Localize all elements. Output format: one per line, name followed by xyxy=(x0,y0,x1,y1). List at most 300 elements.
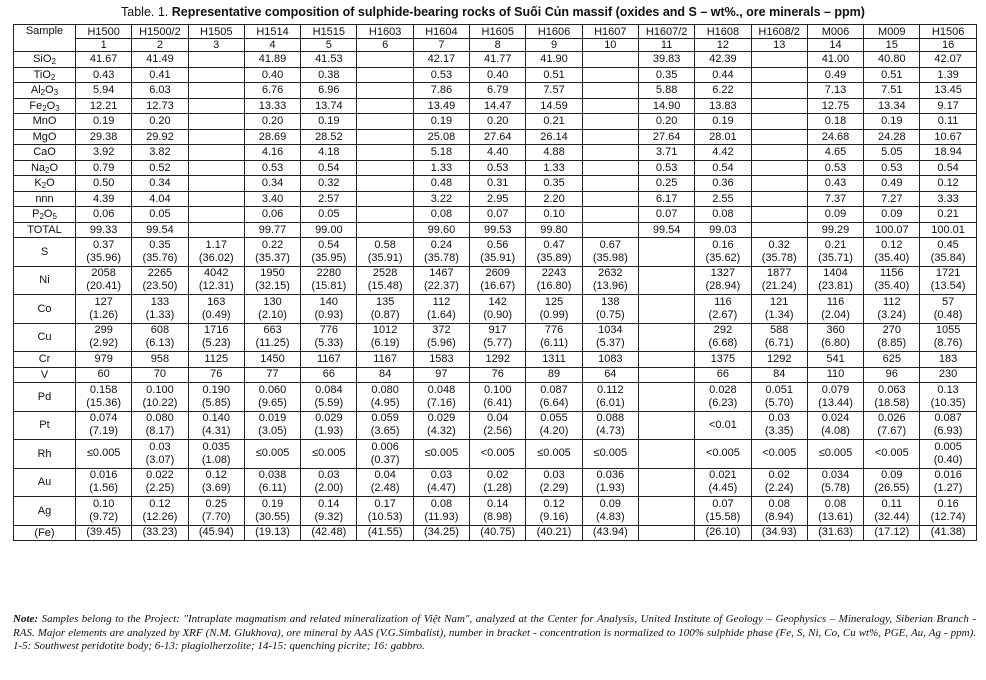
element-normalized-value: (5.23) xyxy=(201,337,231,350)
element-value: 0.021 xyxy=(709,469,737,482)
oxide-value-cell: 9.17 xyxy=(920,98,976,114)
element-value-cell xyxy=(357,383,413,412)
element-value: 0.25 xyxy=(205,497,227,510)
element-value: 0.11 xyxy=(881,497,903,510)
element-normalized-value: (35.95) xyxy=(311,251,347,264)
element-row xyxy=(14,238,977,267)
oxide-value-cell: 99.60 xyxy=(413,222,469,238)
element-normalized-value: (35.78) xyxy=(424,251,459,264)
element-value-cell xyxy=(695,323,751,352)
element-value-cell xyxy=(413,238,469,267)
element-value: 1716 xyxy=(204,324,229,337)
element-normalized-value: (28.94) xyxy=(705,280,741,293)
element-value-cell xyxy=(357,411,413,440)
oxide-value-cell: 3.82 xyxy=(132,145,188,161)
element-value-cell xyxy=(132,440,188,469)
element-value-cell xyxy=(244,468,300,497)
oxide-value-cell: 1.39 xyxy=(920,67,976,83)
element-value: 0.080 xyxy=(371,383,399,396)
element-normalized-value: (32.15) xyxy=(255,280,290,293)
oxide-value-cell: 6.79 xyxy=(470,83,526,99)
element-value-cell xyxy=(807,440,863,469)
oxide-value-cell xyxy=(188,222,244,238)
oxide-value-cell: 99.00 xyxy=(301,222,357,238)
oxide-value-cell: 0.21 xyxy=(920,207,976,223)
element-value: 2280 xyxy=(316,267,342,280)
element-value: 0.19 xyxy=(261,497,284,510)
oxide-value-cell: 0.54 xyxy=(695,160,751,176)
element-value: (39.45) xyxy=(86,526,122,539)
element-normalized-value: (2.24) xyxy=(764,482,794,495)
element-normalized-value: (36.02) xyxy=(198,251,234,264)
element-value: 0.12 xyxy=(205,469,227,482)
element-value: 663 xyxy=(263,324,282,337)
element-normalized-value: (15.36) xyxy=(86,396,122,409)
element-value-cell xyxy=(470,266,526,295)
element-value-cell xyxy=(76,411,132,440)
element-value-cell xyxy=(920,497,976,526)
sample-header-cell: Sample xyxy=(14,25,76,52)
element-value: 0.54 xyxy=(318,238,340,251)
element-value-cell xyxy=(188,440,244,469)
element-normalized-value: (35.40) xyxy=(874,251,910,264)
column-number-cell: 2 xyxy=(132,39,188,52)
element-normalized-value: (5.85) xyxy=(201,396,231,409)
element-normalized-value: (6.80) xyxy=(821,337,850,350)
element-value: (40.21) xyxy=(536,526,572,539)
oxide-value-cell xyxy=(582,129,638,145)
oxide-row xyxy=(14,114,977,130)
element-value: 0.10 xyxy=(92,497,115,510)
sample-id-cell: H1515 xyxy=(301,25,357,39)
oxide-row xyxy=(14,191,977,207)
oxide-formula-tail: O xyxy=(46,99,56,112)
oxide-value-cell xyxy=(582,160,638,176)
element-row xyxy=(14,497,977,526)
element-value-cell xyxy=(413,367,469,383)
element-value: 0.08 xyxy=(430,497,453,510)
oxide-value-cell: 0.05 xyxy=(132,207,188,223)
element-value-cell xyxy=(920,525,976,541)
element-value-cell xyxy=(301,352,357,368)
element-value-cell xyxy=(413,525,469,541)
element-value: 0.67 xyxy=(599,238,622,251)
element-value: 0.079 xyxy=(821,383,850,396)
element-value-cell xyxy=(244,440,300,469)
element-value-cell xyxy=(413,352,469,368)
element-value: ≤0.005 xyxy=(537,447,571,460)
element-normalized-value: (20.41) xyxy=(86,280,122,293)
oxide-value-cell: 7.86 xyxy=(413,83,469,99)
element-value-cell xyxy=(864,440,920,469)
element-value-cell xyxy=(638,497,694,526)
element-value: (43.94) xyxy=(592,526,628,539)
element-value: ≤0.005 xyxy=(818,447,853,460)
element-value-cell xyxy=(413,295,469,324)
oxide-value-cell xyxy=(357,129,413,145)
element-value-cell xyxy=(76,352,132,368)
element-normalized-value: (35.71) xyxy=(818,251,853,264)
oxide-value-cell: 4.40 xyxy=(470,145,526,161)
column-number-cell: 9 xyxy=(526,39,582,52)
element-normalized-value: (0.87) xyxy=(370,308,400,321)
element-value-cell xyxy=(132,525,188,541)
element-value: 110 xyxy=(826,368,845,381)
sample-id-cell: H1605 xyxy=(470,25,526,39)
oxide-value-cell: 0.09 xyxy=(864,207,920,223)
element-normalized-value: (5.37) xyxy=(595,337,625,350)
oxide-label-cell xyxy=(14,207,76,223)
element-value-cell xyxy=(526,497,582,526)
element-value: ≤0.005 xyxy=(424,447,459,460)
element-value: 0.088 xyxy=(596,412,625,425)
column-number-cell: 4 xyxy=(244,39,300,52)
element-value-cell xyxy=(357,266,413,295)
element-value-cell xyxy=(582,352,638,368)
oxide-value-cell: 0.19 xyxy=(76,114,132,130)
oxide-value-cell xyxy=(357,145,413,161)
element-value: 140 xyxy=(319,295,339,308)
element-label-cell: S xyxy=(14,238,76,267)
element-value-cell xyxy=(301,295,357,324)
oxide-value-cell: 1.33 xyxy=(526,160,582,176)
element-value: 0.07 xyxy=(712,497,734,510)
oxide-value-cell: 27.64 xyxy=(638,129,694,145)
element-value: 0.14 xyxy=(318,497,340,510)
element-value-cell xyxy=(920,352,976,368)
oxide-formula-tail: O xyxy=(46,177,55,190)
element-value: 0.09 xyxy=(599,497,622,510)
element-row xyxy=(14,352,977,368)
oxide-value-cell: 41.00 xyxy=(807,52,863,68)
oxide-value-cell: 13.49 xyxy=(413,98,469,114)
element-value: 1.17 xyxy=(205,238,227,251)
element-normalized-value: (4.08) xyxy=(821,425,850,438)
table-title-prefix: Table. 1. xyxy=(121,5,169,19)
element-value: 0.190 xyxy=(202,383,230,396)
element-normalized-value: (4.31) xyxy=(201,425,231,438)
oxide-value-cell: 13.83 xyxy=(695,98,751,114)
oxide-label-cell xyxy=(14,98,76,114)
element-value: ≤0.005 xyxy=(593,447,628,460)
element-value-cell xyxy=(582,468,638,497)
oxide-value-cell xyxy=(188,52,244,68)
oxide-row xyxy=(14,83,977,99)
element-value-cell xyxy=(751,352,807,368)
element-value: (34.25) xyxy=(424,526,459,539)
element-normalized-value: (18.58) xyxy=(874,396,910,409)
oxide-value-cell xyxy=(357,67,413,83)
oxide-value-cell xyxy=(188,67,244,83)
element-value-cell xyxy=(751,440,807,469)
element-normalized-value: (9.65) xyxy=(258,396,287,409)
element-normalized-value: (1.08) xyxy=(201,453,231,466)
sample-id-cell: H1606 xyxy=(526,25,582,39)
element-value: 0.09 xyxy=(881,469,903,482)
element-value-cell xyxy=(526,352,582,368)
note-label: Note: xyxy=(13,613,39,625)
element-normalized-value: (1.93) xyxy=(595,482,625,495)
element-value-cell xyxy=(807,323,863,352)
element-value: 0.006 xyxy=(371,440,399,453)
element-value-cell xyxy=(526,525,582,541)
element-value: 0.08 xyxy=(824,497,847,510)
element-value-cell xyxy=(751,295,807,324)
element-value: 299 xyxy=(94,324,113,337)
element-value-cell xyxy=(638,323,694,352)
sample-id-cell: H1514 xyxy=(244,25,300,39)
oxide-value-cell: 4.18 xyxy=(301,145,357,161)
oxide-value-cell xyxy=(751,98,807,114)
element-value-cell xyxy=(695,383,751,412)
element-row xyxy=(14,525,977,541)
element-value-cell xyxy=(244,323,300,352)
oxide-value-cell: 7.27 xyxy=(864,191,920,207)
element-value: 0.019 xyxy=(258,412,287,425)
element-value-cell xyxy=(638,352,694,368)
oxide-value-cell: 0.36 xyxy=(695,176,751,192)
element-value: 0.03 xyxy=(430,469,453,482)
element-normalized-value: (3.24) xyxy=(877,308,907,321)
element-value-cell xyxy=(864,352,920,368)
element-value-cell xyxy=(807,411,863,440)
oxide-value-cell: 99.53 xyxy=(470,222,526,238)
element-value: 142 xyxy=(488,295,507,308)
element-value-cell xyxy=(695,440,751,469)
element-normalized-value: (11.25) xyxy=(255,337,290,350)
sample-id-cell: H1603 xyxy=(357,25,413,39)
element-value-cell xyxy=(864,266,920,295)
oxide-value-cell xyxy=(582,176,638,192)
oxide-value-cell xyxy=(751,83,807,99)
element-value: 0.37 xyxy=(92,238,115,251)
oxide-value-cell: 0.20 xyxy=(638,114,694,130)
element-value-cell xyxy=(864,411,920,440)
element-value: 4042 xyxy=(204,267,229,280)
element-normalized-value: (2.00) xyxy=(314,482,344,495)
element-value: 608 xyxy=(150,324,170,337)
element-value-cell xyxy=(188,323,244,352)
element-value-cell xyxy=(638,383,694,412)
oxide-label-cell xyxy=(14,160,76,176)
element-normalized-value: (1.26) xyxy=(89,308,119,321)
oxide-formula-base: Na xyxy=(30,161,46,174)
element-value: 0.016 xyxy=(934,469,962,482)
element-value: 0.24 xyxy=(430,238,453,251)
element-value-cell xyxy=(695,497,751,526)
element-value-cell xyxy=(526,411,582,440)
element-value-cell xyxy=(301,497,357,526)
oxide-value-cell: 0.21 xyxy=(526,114,582,130)
oxide-value-cell: 0.53 xyxy=(638,160,694,176)
element-value-cell xyxy=(357,238,413,267)
column-number-cell: 10 xyxy=(582,39,638,52)
oxide-value-cell: 41.67 xyxy=(76,52,132,68)
element-normalized-value: (2.92) xyxy=(89,337,119,350)
element-value-cell xyxy=(301,525,357,541)
element-normalized-value: (35.62) xyxy=(705,251,741,264)
element-value: 1877 xyxy=(766,267,792,280)
oxide-value-cell: 99.03 xyxy=(695,222,751,238)
oxide-value-cell: 2.95 xyxy=(470,191,526,207)
element-value: 776 xyxy=(319,324,339,337)
element-value: 135 xyxy=(375,295,395,308)
element-value: 1292 xyxy=(485,352,510,365)
oxide-value-cell: 28.69 xyxy=(244,129,300,145)
oxide-value-cell: 0.53 xyxy=(413,67,469,83)
element-value-cell xyxy=(920,323,976,352)
element-normalized-value: (1.93) xyxy=(314,425,344,438)
element-normalized-value: (9.32) xyxy=(314,510,344,523)
element-value-cell xyxy=(582,383,638,412)
oxide-value-cell: 0.49 xyxy=(864,176,920,192)
element-value-cell xyxy=(695,266,751,295)
oxide-value-cell xyxy=(751,145,807,161)
element-value: 0.048 xyxy=(427,383,456,396)
element-value: (19.13) xyxy=(255,526,290,539)
element-value-cell xyxy=(76,295,132,324)
oxide-value-cell: 5.94 xyxy=(76,83,132,99)
sample-id-cell: H1607 xyxy=(582,25,638,39)
element-value: 1167 xyxy=(317,352,341,365)
oxide-value-cell: 7.13 xyxy=(807,83,863,99)
oxide-value-cell: 0.38 xyxy=(301,67,357,83)
element-normalized-value: (4.45) xyxy=(708,482,738,495)
element-value-cell xyxy=(864,323,920,352)
element-value-cell xyxy=(76,497,132,526)
oxide-value-cell xyxy=(582,114,638,130)
element-label-cell: Pd xyxy=(14,383,76,412)
element-value: 0.45 xyxy=(937,238,959,251)
oxide-value-cell xyxy=(357,222,413,238)
element-value: 2528 xyxy=(372,267,398,280)
element-normalized-value: (2.67) xyxy=(708,308,738,321)
oxide-formula-base: CaO xyxy=(33,146,56,159)
element-value: (26.10) xyxy=(705,526,741,539)
oxide-value-cell xyxy=(188,207,244,223)
element-value-cell xyxy=(470,238,526,267)
element-value: 0.016 xyxy=(89,469,118,482)
oxide-value-cell: 0.31 xyxy=(470,176,526,192)
oxide-label-cell xyxy=(14,222,76,238)
element-value-cell xyxy=(751,323,807,352)
element-value-cell xyxy=(582,411,638,440)
element-normalized-value: (2.04) xyxy=(821,308,850,321)
element-value: ≤0.005 xyxy=(255,447,290,460)
oxide-value-cell: 99.29 xyxy=(807,222,863,238)
oxide-value-cell: 0.06 xyxy=(76,207,132,223)
oxide-value-cell xyxy=(751,222,807,238)
oxide-formula-tail: O xyxy=(43,208,53,221)
oxide-value-cell: 0.48 xyxy=(413,176,469,192)
element-value: 1311 xyxy=(542,352,566,365)
element-normalized-value: (6.68) xyxy=(708,337,738,350)
element-value-cell xyxy=(244,238,300,267)
element-value: 0.087 xyxy=(934,412,962,425)
oxide-value-cell: 7.57 xyxy=(526,83,582,99)
element-value-cell xyxy=(301,367,357,383)
element-value-cell xyxy=(807,266,863,295)
sample-id-cell: M006 xyxy=(807,25,863,39)
element-value-cell xyxy=(582,266,638,295)
element-value-cell xyxy=(188,497,244,526)
element-normalized-value: (6.11) xyxy=(540,337,568,350)
element-value-cell xyxy=(357,440,413,469)
oxide-value-cell xyxy=(582,191,638,207)
element-value: <0.005 xyxy=(762,447,797,460)
element-normalized-value: (1.34) xyxy=(764,308,794,321)
element-normalized-value: (3.05) xyxy=(258,425,287,438)
oxide-formula-base: SiO xyxy=(33,53,52,66)
oxide-value-cell xyxy=(188,129,244,145)
element-normalized-value: (6.13) xyxy=(145,337,175,350)
element-value-cell xyxy=(864,238,920,267)
element-value-cell xyxy=(751,468,807,497)
oxide-value-cell: 24.68 xyxy=(807,129,863,145)
element-value-cell xyxy=(413,440,469,469)
element-normalized-value: (6.71) xyxy=(764,337,794,350)
element-value: 0.074 xyxy=(89,412,118,425)
element-normalized-value: (0.75) xyxy=(595,308,625,321)
element-value-cell xyxy=(470,411,526,440)
element-normalized-value: (15.48) xyxy=(367,280,403,293)
oxide-value-cell xyxy=(357,83,413,99)
element-value-cell xyxy=(526,238,582,267)
element-value: 64 xyxy=(604,368,617,381)
oxide-value-cell: 6.03 xyxy=(132,83,188,99)
oxide-formula-subscript: 2 xyxy=(45,165,50,175)
element-value: 138 xyxy=(601,295,620,308)
oxide-value-cell: 0.18 xyxy=(807,114,863,130)
oxide-formula-base: MnO xyxy=(32,115,57,128)
oxide-value-cell: 4.39 xyxy=(76,191,132,207)
element-normalized-value: (30.55) xyxy=(255,510,290,523)
element-value-cell xyxy=(695,352,751,368)
element-value-cell xyxy=(357,367,413,383)
oxide-formula-subscript: 2 xyxy=(39,212,44,222)
element-value: 0.22 xyxy=(261,238,284,251)
oxide-value-cell: 99.80 xyxy=(526,222,582,238)
oxide-value-cell: 3.71 xyxy=(638,145,694,161)
element-value-cell xyxy=(526,383,582,412)
element-value-cell xyxy=(638,295,694,324)
element-value: 2058 xyxy=(91,267,116,280)
element-value-cell xyxy=(638,367,694,383)
column-number-cell: 3 xyxy=(188,39,244,52)
element-value: 127 xyxy=(94,295,113,308)
oxide-value-cell: 0.07 xyxy=(638,207,694,223)
oxide-value-cell: 0.34 xyxy=(244,176,300,192)
sample-id-cell: H1608 xyxy=(695,25,751,39)
element-value: <0.01 xyxy=(708,418,737,431)
element-value-cell xyxy=(638,238,694,267)
element-value: 588 xyxy=(770,324,789,337)
oxide-row xyxy=(14,160,977,176)
element-value-cell xyxy=(188,468,244,497)
oxide-value-cell: 0.09 xyxy=(807,207,863,223)
oxide-formula-subscript2: 3 xyxy=(55,103,60,113)
oxide-value-cell xyxy=(188,191,244,207)
element-value: (41.55) xyxy=(367,526,403,539)
oxide-value-cell xyxy=(751,129,807,145)
element-value-cell xyxy=(920,411,976,440)
element-value: 66 xyxy=(322,368,335,381)
oxide-formula-tail: O xyxy=(45,84,54,97)
element-value: 776 xyxy=(544,324,564,337)
element-value-cell xyxy=(920,383,976,412)
oxide-value-cell: 41.49 xyxy=(132,52,188,68)
element-value-cell xyxy=(188,383,244,412)
